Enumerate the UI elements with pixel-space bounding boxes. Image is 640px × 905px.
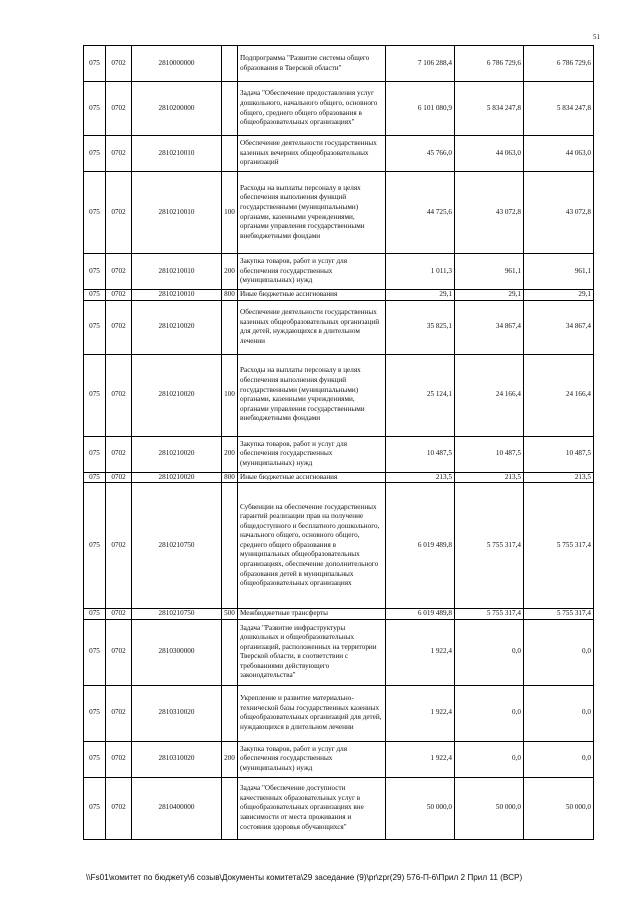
amount-year2-cell: 5 755 317,4 [455, 609, 524, 620]
table-row [84, 300, 594, 354]
amount-year1-cell: 50 000,0 [386, 777, 455, 839]
expense-type-cell: 800 [222, 472, 238, 483]
section-code-cell: 0702 [106, 82, 132, 136]
amount-year1-cell: 1 922,4 [386, 619, 455, 685]
section-code-cell: 0702 [106, 254, 132, 290]
expense-type-cell: 100 [222, 172, 238, 254]
section-code-cell: 0702 [106, 619, 132, 685]
target-code-cell: 2810210020 [132, 300, 222, 354]
item-name-cell: Обеспечение деятельности государственных казенных вечерних общеобразовательных организаций [238, 136, 386, 172]
table-row [84, 777, 594, 839]
amount-year1-cell: 45 766,0 [386, 136, 455, 172]
target-code-cell: 2810210750 [132, 609, 222, 620]
amount-year2-cell: 50 000,0 [455, 777, 524, 839]
item-name-cell: Подпрограмма "Развитие системы общего образования в Тверской области" [238, 46, 386, 82]
admin-code-cell: 075 [84, 290, 106, 301]
amount-year1-cell: 25 124,1 [386, 354, 455, 436]
section-code-cell: 0702 [106, 354, 132, 436]
item-name-cell: Задача "Обеспечение предоставления услуг дошкольного, начального общего, основного общего, среднего общего образования в общеобразовательных организациях" [238, 82, 386, 136]
item-name-cell: Иные бюджетные ассигнования [238, 290, 386, 301]
admin-code-cell: 075 [84, 46, 106, 82]
target-code-cell: 2810210010 [132, 290, 222, 301]
amount-year1-cell: 1 922,4 [386, 685, 455, 741]
item-name-cell: Закупка товаров, работ и услуг для обеспечения государственных (муниципальных) нужд [238, 741, 386, 777]
table-row [84, 172, 594, 254]
page-number: 51 [593, 33, 600, 41]
item-name-cell: Расходы на выплаты персоналу в целях обеспечения выполнения функций государственными (муниципальными) органами, казенными учреждениями, органами управления государственными внебюджетными фондами [238, 354, 386, 436]
amount-year1-cell: 44 725,6 [386, 172, 455, 254]
amount-year2-cell: 6 786 729,6 [455, 46, 524, 82]
amount-year1-cell: 6 019 489,8 [386, 483, 455, 609]
expense-type-cell: 100 [222, 354, 238, 436]
target-code-cell: 2810300000 [132, 619, 222, 685]
expense-type-cell [222, 136, 238, 172]
section-code-cell: 0702 [106, 436, 132, 472]
table-row [84, 254, 594, 290]
target-code-cell: 2810210010 [132, 254, 222, 290]
target-code-cell: 2810210020 [132, 354, 222, 436]
amount-year2-cell: 29,1 [455, 290, 524, 301]
expense-type-cell: 500 [222, 609, 238, 620]
item-name-cell: Задача "Развитие инфраструктуры дошкольных и общеобразовательных организаций, расположенных на территории Тверской области, в соответствии с требованиями действующего законодательства" [238, 619, 386, 685]
amount-year2-cell: 43 072,8 [455, 172, 524, 254]
expense-type-cell: 200 [222, 436, 238, 472]
expense-type-cell [222, 300, 238, 354]
target-code-cell: 2810210010 [132, 136, 222, 172]
amount-year2-cell: 5 755 317,4 [455, 483, 524, 609]
amount-year2-cell: 44 063,0 [455, 136, 524, 172]
expense-type-cell: 800 [222, 290, 238, 301]
expense-type-cell: 200 [222, 254, 238, 290]
expense-type-cell [222, 82, 238, 136]
amount-year3-cell: 24 166,4 [524, 354, 594, 436]
section-code-cell: 0702 [106, 777, 132, 839]
amount-year1-cell: 10 487,5 [386, 436, 455, 472]
amount-year1-cell: 7 106 288,4 [386, 46, 455, 82]
table-row [84, 609, 594, 620]
amount-year1-cell: 213,5 [386, 472, 455, 483]
amount-year2-cell: 24 166,4 [455, 354, 524, 436]
target-code-cell: 2810210020 [132, 436, 222, 472]
expense-type-cell [222, 685, 238, 741]
amount-year3-cell: 34 867,4 [524, 300, 594, 354]
item-name-cell: Укрепление и развитие материально-технической базы государственных казенных общеобразовательных организаций для детей, нуждающихся в длительном лечении [238, 685, 386, 741]
admin-code-cell: 075 [84, 483, 106, 609]
item-name-cell: Закупка товаров, работ и услуг для обеспечения государственных (муниципальных) нужд [238, 254, 386, 290]
section-code-cell: 0702 [106, 136, 132, 172]
file-path-footer: \\Fs01\комитет по бюджету\6 созыв\Документы комитета\29 заседание (9)\pr\zpr(29) 576-П-6\Прил 2 Прил 11 (ВСР) [86, 873, 523, 882]
amount-year3-cell: 0,0 [524, 619, 594, 685]
admin-code-cell: 075 [84, 619, 106, 685]
amount-year2-cell: 213,5 [455, 472, 524, 483]
section-code-cell: 0702 [106, 685, 132, 741]
amount-year3-cell: 213,5 [524, 472, 594, 483]
admin-code-cell: 075 [84, 354, 106, 436]
amount-year1-cell: 6 101 080,9 [386, 82, 455, 136]
item-name-cell: Субвенции на обеспечение государственных гарантий реализации прав на получение общедоступного и бесплатного дошкольного, начального общего, основного общего, среднего общего образования в муниципальных общеобразовательных организациях, обеспечение дополнительного образования детей в муниципальных общеобразовательных организациях [238, 483, 386, 609]
expense-type-cell: 200 [222, 741, 238, 777]
target-code-cell: 2810310020 [132, 685, 222, 741]
amount-year1-cell: 1 922,4 [386, 741, 455, 777]
amount-year2-cell: 0,0 [455, 685, 524, 741]
section-code-cell: 0702 [106, 300, 132, 354]
amount-year2-cell: 0,0 [455, 741, 524, 777]
admin-code-cell: 075 [84, 172, 106, 254]
amount-year2-cell: 5 834 247,8 [455, 82, 524, 136]
expense-type-cell [222, 483, 238, 609]
amount-year3-cell: 10 487,5 [524, 436, 594, 472]
section-code-cell: 0702 [106, 472, 132, 483]
amount-year3-cell: 0,0 [524, 741, 594, 777]
section-code-cell: 0702 [106, 46, 132, 82]
amount-year3-cell: 43 072,8 [524, 172, 594, 254]
target-code-cell: 2810210020 [132, 472, 222, 483]
amount-year2-cell: 961,1 [455, 254, 524, 290]
admin-code-cell: 075 [84, 136, 106, 172]
table-row [84, 619, 594, 685]
admin-code-cell: 075 [84, 82, 106, 136]
amount-year3-cell: 29,1 [524, 290, 594, 301]
expense-type-cell [222, 777, 238, 839]
amount-year3-cell: 50 000,0 [524, 777, 594, 839]
table-row [84, 436, 594, 472]
table-row [84, 290, 594, 301]
item-name-cell: Расходы на выплаты персоналу в целях обеспечения выполнения функций государственными (муниципальными) органами, казенными учреждениями, органами управления государственными внебюджетными фондами [238, 172, 386, 254]
table-row [84, 82, 594, 136]
amount-year3-cell: 0,0 [524, 685, 594, 741]
item-name-cell: Обеспечение деятельности государственных казенных общеобразовательных организаций для детей, нуждающихся в длительном лечении [238, 300, 386, 354]
section-code-cell: 0702 [106, 172, 132, 254]
target-code-cell: 2810000000 [132, 46, 222, 82]
amount-year3-cell: 44 063,0 [524, 136, 594, 172]
table-row [84, 354, 594, 436]
target-code-cell: 2810310020 [132, 741, 222, 777]
table-row [84, 46, 594, 82]
section-code-cell: 0702 [106, 290, 132, 301]
section-code-cell: 0702 [106, 609, 132, 620]
item-name-cell: Закупка товаров, работ и услуг для обеспечения государственных (муниципальных) нужд [238, 436, 386, 472]
target-code-cell: 2810200000 [132, 82, 222, 136]
amount-year2-cell: 34 867,4 [455, 300, 524, 354]
table-row [84, 685, 594, 741]
amount-year3-cell: 5 755 317,4 [524, 483, 594, 609]
amount-year3-cell: 961,1 [524, 254, 594, 290]
table-row [84, 483, 594, 609]
admin-code-cell: 075 [84, 741, 106, 777]
amount-year1-cell: 6 019 489,8 [386, 609, 455, 620]
target-code-cell: 2810210750 [132, 483, 222, 609]
item-name-cell: Межбюджетные трансферты [238, 609, 386, 620]
table-row [84, 136, 594, 172]
admin-code-cell: 075 [84, 254, 106, 290]
item-name-cell: Иные бюджетные ассигнования [238, 472, 386, 483]
table-row [84, 472, 594, 483]
amount-year3-cell: 5 755 317,4 [524, 609, 594, 620]
amount-year3-cell: 6 786 729,6 [524, 46, 594, 82]
target-code-cell: 2810400000 [132, 777, 222, 839]
admin-code-cell: 075 [84, 685, 106, 741]
section-code-cell: 0702 [106, 483, 132, 609]
item-name-cell: Задача "Обеспечение доступности качественных образовательных услуг в общеобразовательных организациях вне зависимости от места проживания и состояния здоровья обучающихся" [238, 777, 386, 839]
amount-year3-cell: 5 834 247,8 [524, 82, 594, 136]
admin-code-cell: 075 [84, 472, 106, 483]
admin-code-cell: 075 [84, 436, 106, 472]
amount-year2-cell: 10 487,5 [455, 436, 524, 472]
table-row [84, 741, 594, 777]
admin-code-cell: 075 [84, 609, 106, 620]
expense-type-cell [222, 46, 238, 82]
expense-type-cell [222, 619, 238, 685]
amount-year1-cell: 35 825,1 [386, 300, 455, 354]
amount-year2-cell: 0,0 [455, 619, 524, 685]
target-code-cell: 2810210010 [132, 172, 222, 254]
amount-year1-cell: 29,1 [386, 290, 455, 301]
admin-code-cell: 075 [84, 777, 106, 839]
admin-code-cell: 075 [84, 300, 106, 354]
section-code-cell: 0702 [106, 741, 132, 777]
amount-year1-cell: 1 011,3 [386, 254, 455, 290]
budget-table [83, 45, 594, 840]
